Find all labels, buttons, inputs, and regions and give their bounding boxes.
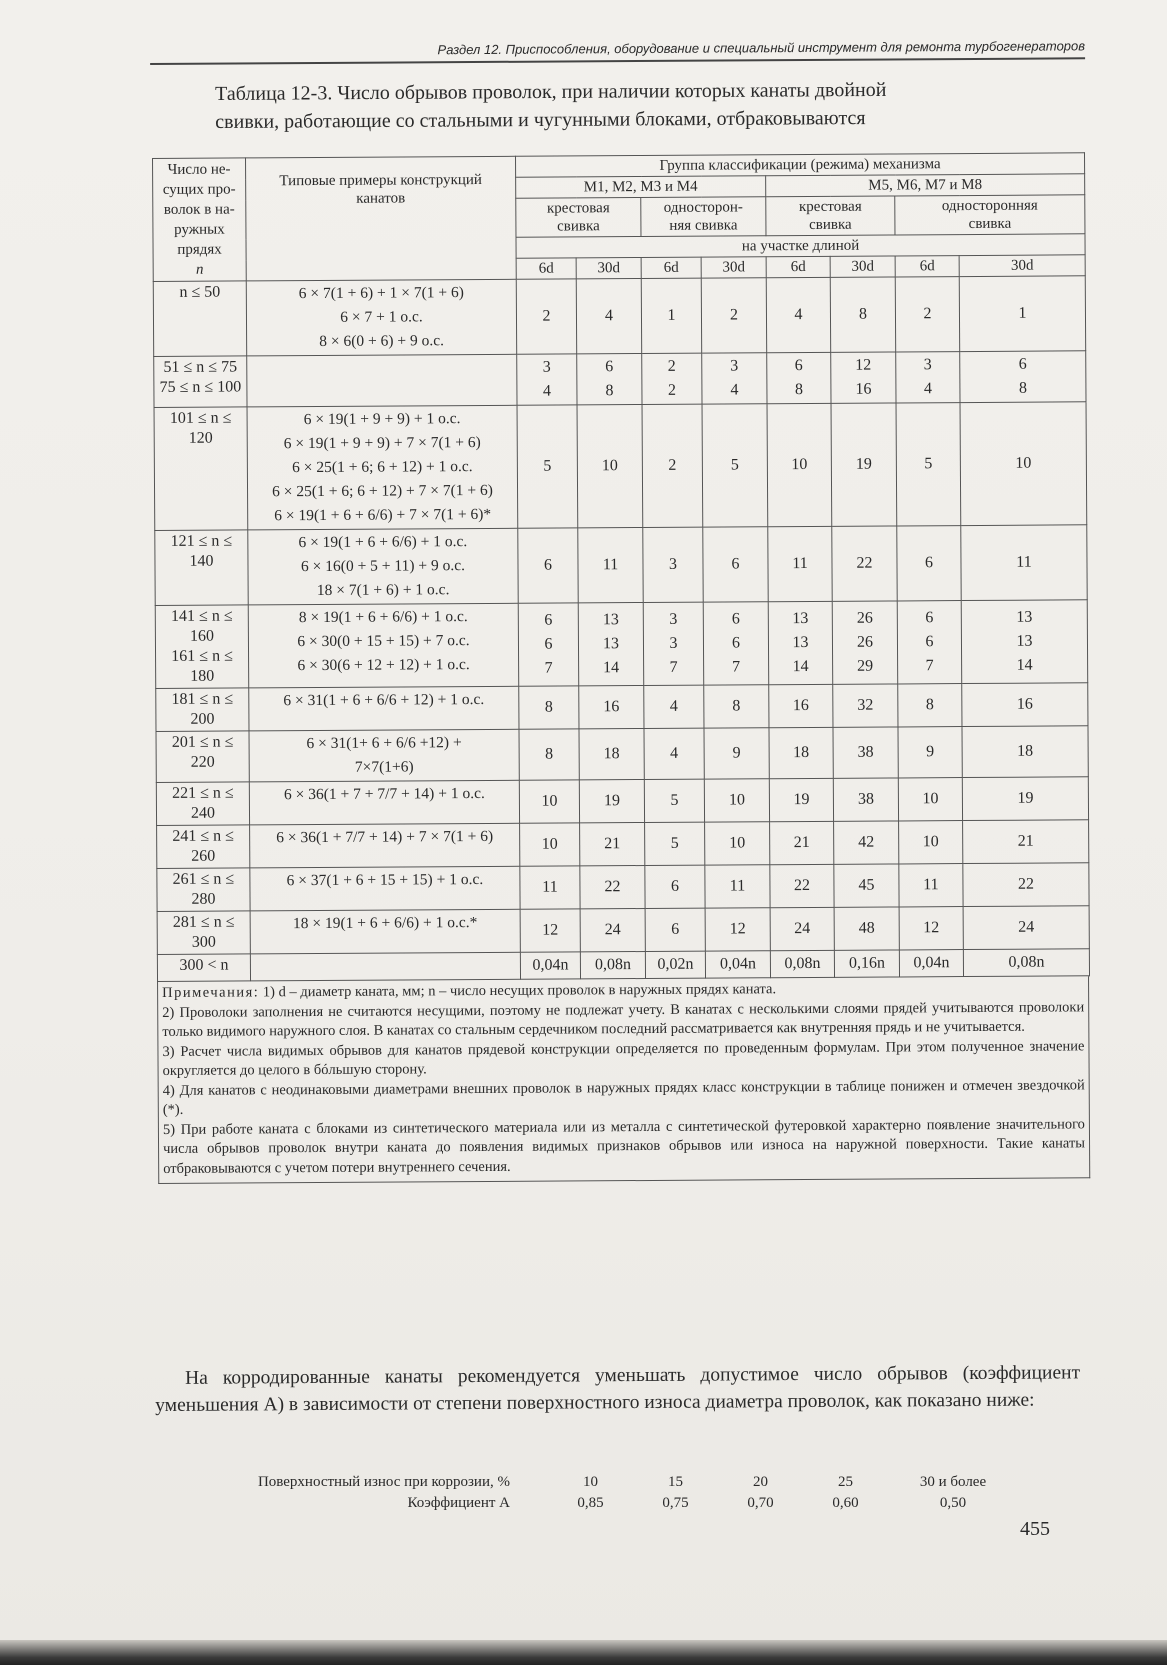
row-construction: 6 × 36(1 + 7 + 7/7 + 14) + 1 о.с. (249, 780, 519, 825)
row-value: 11 (520, 866, 580, 909)
header-cross-lay: крестовая свивка (516, 198, 641, 238)
wire-breaks-table (152, 152, 1090, 982)
header-one-side-lay: односторонняя свивка (895, 195, 1085, 235)
row-value: 10 (767, 403, 832, 526)
row-value: 1 (641, 278, 701, 353)
row-value: 19 (831, 403, 897, 526)
coef-value: 0,75 (662, 1495, 689, 1511)
row-construction (250, 952, 520, 981)
row-value: 3 4 (896, 352, 960, 403)
row-value: 19 (769, 778, 833, 821)
row-value: 6 (645, 908, 705, 951)
table-row (153, 276, 1085, 357)
table-row (157, 820, 1089, 869)
row-value: 24 (770, 907, 834, 950)
table-row (155, 525, 1087, 606)
row-n-range: 201 ≤ n ≤ 220 (156, 731, 249, 783)
row-n-range: 121 ≤ n ≤ 140 (155, 530, 248, 606)
row-value: 6 6 7 (703, 602, 769, 685)
row-value: 13 13 14 (768, 601, 833, 684)
coef-row (170, 1493, 1050, 1514)
wear-value: 15 (668, 1474, 683, 1490)
row-value: 11 (961, 525, 1087, 601)
row-n-range: 221 ≤ n ≤ 240 (156, 782, 249, 826)
row-value: 5 (644, 779, 704, 822)
running-header: Раздел 12. Приспособления, оборудование и специальный инструмент для ремонта турбогенераторов (150, 38, 1085, 65)
row-value: 12 (520, 909, 580, 952)
row-value: 10 (519, 780, 579, 823)
row-value: 22 (770, 864, 834, 907)
row-construction: 6 × 19(1 + 9 + 9) + 1 о.с. 6 × 19(1 + 9 + 9) + 7 × 7(1 + 6) 6 × 25(1 + 6; 6 + 12) + 1 о.с. 6 × 25(1 + 6; 6 + 12) + 7 × 7(1 + 6) 6 × 19(1 + 6 + 6/6) + 7 × 7(1 + 6)* (247, 405, 518, 530)
row-value: 38 (833, 778, 898, 821)
row-value: 5 (645, 822, 705, 865)
row-value: 19 (579, 780, 644, 823)
row-n-range: 181 ≤ n ≤ 200 (156, 688, 249, 732)
row-value: 10 (577, 405, 643, 528)
row-value: 18 (769, 727, 833, 778)
table-notes (157, 976, 1090, 1184)
row-construction: 6 × 31(1 + 6 + 6/6 + 12) + 1 о.с. (249, 686, 519, 731)
row-value: 0,08n (770, 950, 834, 977)
row-value: 8 (519, 686, 579, 729)
row-value: 2 2 (642, 353, 702, 404)
row-n-range: 141 ≤ n ≤ 160 161 ≤ n ≤ 180 (155, 605, 249, 689)
scan-edge (0, 1640, 1167, 1665)
row-value: 5 (517, 405, 578, 528)
row-value: 1 (959, 276, 1085, 352)
row-construction (247, 354, 517, 407)
row-value: 3 4 (702, 353, 767, 404)
row-value: 9 (704, 728, 769, 779)
row-value: 8 (704, 685, 769, 728)
row-value: 0,08n (580, 952, 645, 979)
header-group-m5-m8: М5, М6, М7 и М8 (766, 174, 1085, 197)
note-item: Примечания: 1) d – диаметр каната, мм; n – число несущих проволок в наружных прядях каната. (162, 981, 777, 1001)
header-group: Группа классификации (режима) механизма (515, 153, 1084, 177)
row-value: 16 (962, 683, 1088, 727)
row-value: 0,04n (899, 950, 963, 977)
wear-value: 10 (583, 1474, 598, 1490)
row-n-range: 261 ≤ n ≤ 280 (157, 868, 250, 912)
row-n-range: 51 ≤ n ≤ 75 75 ≤ n ≤ 100 (154, 356, 247, 408)
header-n-column: Число не- сущих про- волок в на- ружных прядях n (153, 158, 247, 282)
row-value: 32 (833, 684, 898, 727)
coef-value: 0,85 (577, 1495, 604, 1511)
caption-line: Таблица 12-3. Число обрывов проволок, при наличии которых канаты двойной (215, 78, 887, 105)
row-value: 11 (705, 865, 770, 908)
table-container (152, 152, 1090, 1184)
coef-label: Коэффициент A (407, 1495, 510, 1511)
row-value: 2 (516, 279, 576, 354)
coef-value: 0,50 (939, 1495, 967, 1511)
row-value: 10 (898, 778, 962, 821)
wear-row (170, 1472, 1050, 1493)
row-value: 22 (832, 526, 897, 601)
header-one-side-lay: односторон- няя свивка (641, 197, 766, 237)
header-length-col: 6d (516, 258, 576, 279)
row-value: 10 (960, 402, 1087, 526)
row-value: 21 (770, 821, 834, 864)
note-item: 4) Для канатов с неодинаковыми диаметрами внешних проволок в наружных прядях класс конструкции в таблице понижен и отмечен звездочкой (*). (162, 1076, 1085, 1118)
wear-value: 30 и более (919, 1474, 987, 1490)
row-value: 13 13 14 (578, 603, 644, 686)
row-value: 11 (768, 526, 832, 601)
header-cross-lay: крестовая свивка (766, 196, 895, 236)
row-n-range: 101 ≤ n ≤ 120 (154, 407, 248, 531)
wear-value: 20 (753, 1474, 768, 1490)
caption-line: свивки, работающие со стальными и чугунными блоками, отбраковываются (215, 107, 866, 133)
coefficient-table (170, 1472, 1050, 1514)
header-length-col: 30d (830, 256, 895, 277)
row-value: 16 (579, 686, 644, 729)
page-number: 455 (1020, 1518, 1050, 1540)
row-value: 6 (645, 865, 705, 908)
row-value: 10 (899, 821, 963, 864)
row-value: 22 (580, 866, 645, 909)
table-caption (215, 75, 1075, 136)
header-length: на участке длиной (516, 234, 1085, 258)
table-row (154, 402, 1087, 531)
row-value: 18 (579, 729, 644, 780)
row-value: 4 (644, 685, 704, 728)
row-value: 0,02n (645, 951, 705, 978)
row-n-range: n ≤ 50 (153, 281, 246, 357)
header-construction-column: Типовые примеры конструкций канатов (246, 156, 517, 281)
row-value: 48 (834, 907, 899, 950)
row-n-range: 300 < n (157, 954, 250, 982)
table-row (156, 726, 1088, 783)
row-construction: 6 × 19(1 + 6 + 6/6) + 1 о.с. 6 × 16(0 + 5 + 11) + 9 о.с. 18 × 7(1 + 6) + 1 о.с. (248, 528, 518, 605)
row-value: 2 (701, 278, 766, 353)
notes-label: Примечания: (162, 984, 260, 1001)
row-value: 2 (642, 404, 703, 527)
header-group-m1-m4: М1, М2, М3 и М4 (516, 176, 766, 199)
row-value: 13 13 14 (961, 600, 1088, 684)
row-n-range: 241 ≤ n ≤ 260 (157, 825, 250, 869)
row-value: 10 (704, 779, 769, 822)
row-value: 4 (644, 728, 704, 779)
row-construction: 6 × 31(1+ 6 + 6/6 +12) + 7×7(1+6) (249, 729, 519, 782)
row-value: 0,16n (834, 950, 899, 977)
row-value: 45 (834, 864, 899, 907)
row-construction: 8 × 19(1 + 6 + 6/6) + 1 о.с. 6 × 30(0 + 15 + 15) + 7 о.с. 6 × 30(6 + 12 + 12) + 1 о.с. (248, 603, 519, 688)
wear-label: Поверхностный износ при коррозии, % (257, 1474, 510, 1490)
note-item: 2) Проволоки заполнения не считаются несущими, поэтому не подлежат учету. В канатах с несколькими слоями прядей учитываются проволоки только видимого наружного слоя. В канатах со стальным сердечником последний рассматривается как внутренняя прядь и не учитывается. (162, 998, 1085, 1040)
row-value: 12 (899, 907, 963, 950)
row-value: 8 (830, 277, 895, 352)
table-row (156, 777, 1088, 826)
row-value: 6 6 7 (518, 603, 579, 686)
row-value: 0,08n (963, 949, 1089, 977)
row-value: 24 (580, 909, 645, 952)
row-construction: 6 × 37(1 + 6 + 15 + 15) + 1 о.с. (250, 866, 520, 911)
row-value: 4 (576, 279, 641, 354)
row-value: 24 (963, 906, 1089, 950)
row-value: 6 (518, 528, 578, 603)
row-value: 6 8 (960, 351, 1086, 403)
row-value: 21 (580, 823, 645, 866)
row-value: 0,04n (705, 951, 770, 978)
header-length-col: 6d (895, 256, 959, 277)
row-construction: 6 × 7(1 + 6) + 1 × 7(1 + 6) 6 × 7 + 1 о.с. 8 × 6(0 + 6) + 9 о.с. (246, 279, 516, 356)
row-value: 8 (898, 684, 962, 727)
table-row (157, 906, 1089, 955)
note-item: 3) Расчет числа видимых обрывов для канатов прядевой конструкции определяется по проведенным формулам. При этом полученное значение округляется до целого в бóльшую сторону. (162, 1037, 1085, 1079)
row-value: 0,04n (520, 952, 580, 979)
row-value: 5 (702, 404, 768, 527)
row-value: 38 (833, 727, 898, 778)
row-value: 2 (895, 277, 959, 352)
row-value: 22 (963, 863, 1089, 907)
row-value: 21 (963, 820, 1089, 864)
row-value: 6 (703, 527, 768, 602)
wear-value: 25 (838, 1474, 853, 1490)
body-paragraph: На корродированные канаты рекомендуется уменьшать допустимое число обрывов (коэффициент уменьшения A) в зависимости от степени поверхностного износа диаметра проволок, как показано ниже: (155, 1362, 1081, 1416)
row-value: 9 (898, 727, 962, 778)
header-length-col: 30d (576, 258, 641, 279)
row-value: 6 (897, 526, 961, 601)
row-construction: 6 × 36(1 + 7/7 + 14) + 7 × 7(1 + 6) (250, 823, 520, 868)
coef-value: 0,60 (832, 1495, 859, 1511)
row-value: 26 26 29 (832, 601, 898, 684)
table-row (157, 863, 1089, 912)
row-value: 10 (520, 823, 580, 866)
row-value: 3 (643, 527, 703, 602)
header-length-col: 6d (766, 256, 830, 277)
row-value: 42 (834, 821, 899, 864)
row-value: 3 3 7 (643, 602, 704, 685)
row-value: 10 (705, 822, 770, 865)
row-value: 8 (519, 729, 579, 780)
header-length-col: 30d (701, 257, 766, 278)
header-length-col: 6d (641, 257, 701, 278)
row-value: 11 (578, 528, 643, 603)
row-value: 6 8 (767, 352, 831, 403)
table-row (156, 683, 1088, 732)
row-value: 18 (962, 726, 1088, 778)
row-value: 11 (899, 864, 963, 907)
header-length-col: 30d (959, 255, 1085, 277)
row-value: 16 (769, 684, 833, 727)
table-row (155, 600, 1088, 689)
row-n-range: 281 ≤ n ≤ 300 (157, 911, 250, 955)
note-item: 5) При работе каната с блоками из синтетического материала или из металла с синтетической футеровкой характерно появление значительного числа обрывов проволок внутри каната до появления видимых признаков обрывов или износа на наружной поверхности. Такие канаты отбраковываются с учетом потери внутреннего сечения. (162, 1115, 1086, 1177)
coef-value: 0,70 (747, 1495, 774, 1511)
row-construction: 18 × 19(1 + 6 + 6/6) + 1 о.с.* (250, 909, 520, 954)
row-value: 6 8 (577, 354, 642, 405)
row-value: 12 (705, 908, 770, 951)
row-value: 6 6 7 (897, 601, 962, 684)
table-row (154, 351, 1086, 408)
row-value: 3 4 (517, 354, 577, 405)
row-value: 4 (766, 277, 830, 352)
row-value: 5 (896, 403, 961, 526)
row-value: 19 (962, 777, 1088, 821)
row-value: 12 16 (831, 352, 896, 403)
